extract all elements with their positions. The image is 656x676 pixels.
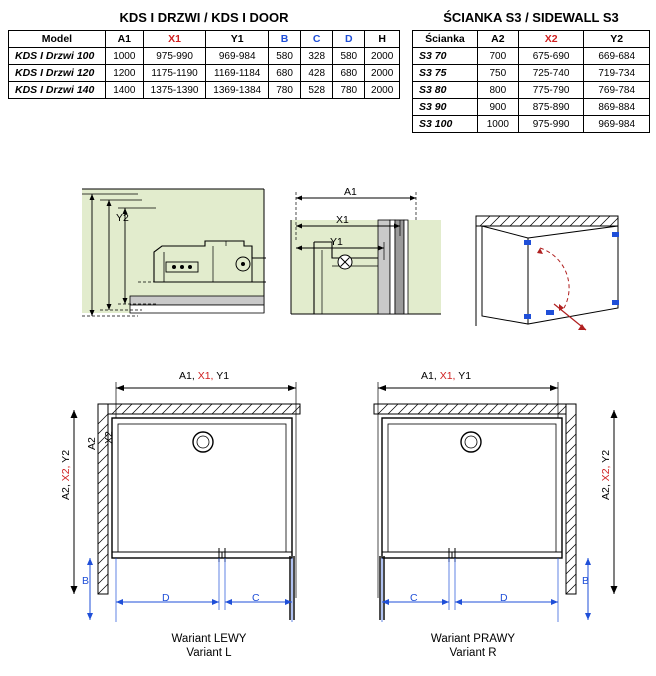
cell-scianka: S3 70	[413, 48, 478, 65]
plan-left-dim-x2: X2,	[60, 465, 72, 482]
plan-left-drawing	[86, 370, 336, 670]
table-header-row	[9, 31, 400, 48]
cell-y2: 769-784	[584, 82, 650, 99]
plan-right-caption-en: Variant R	[449, 647, 497, 659]
cell-x1: 1375-1390	[143, 82, 206, 99]
cell-model: KDS I Drzwi 120	[9, 65, 106, 82]
cell-d: 680	[333, 65, 365, 82]
detail-mid-dim-y1: Y1	[330, 236, 343, 248]
cell-x2: 975-990	[518, 116, 584, 133]
plan-left-dim-a1: A1,	[179, 370, 195, 382]
plan-right-caption	[393, 632, 553, 660]
plan-right-side-dim-line	[606, 404, 622, 604]
detail-mid-dim-x1: X1	[336, 214, 349, 226]
plan-left	[82, 370, 336, 670]
cell-x2: 675-690	[518, 48, 584, 65]
th-x1: X1	[143, 31, 206, 48]
cell-y2: 719-734	[584, 65, 650, 82]
cell-c: 428	[301, 65, 333, 82]
cell-y1: 1169-1184	[206, 65, 269, 82]
detail-left-drawing	[30, 186, 265, 331]
cell-y2: 969-984	[584, 116, 650, 133]
th-y2: Y2	[584, 31, 650, 48]
cell-b: 680	[269, 65, 301, 82]
plan-left-top-dims	[179, 370, 229, 382]
plan-left-dim-x1: X1,	[197, 370, 214, 382]
door-table	[8, 30, 400, 99]
table-row	[413, 82, 650, 99]
detail-mid-panel	[288, 186, 443, 331]
cell-model: KDS I Drzwi 140	[9, 82, 106, 99]
th-x2: X2	[518, 31, 584, 48]
plan-left-dim-c: C	[252, 592, 260, 604]
cell-a1: 1400	[105, 82, 143, 99]
th-a1: A1	[105, 31, 143, 48]
plan-right-dim-y1: Y1	[458, 370, 472, 382]
cell-y2: 869-884	[584, 99, 650, 116]
cell-d: 780	[333, 82, 365, 99]
table-row	[9, 65, 400, 82]
perspective-drawing	[468, 196, 638, 346]
sidewall-table-title: ŚCIANKA S3 / SIDEWALL S3	[443, 10, 619, 25]
cell-x1: 975-990	[143, 48, 206, 65]
plan-right-top-dims	[421, 370, 471, 382]
plan-right-dim-y2: Y2	[600, 449, 612, 463]
cell-d: 580	[333, 48, 365, 65]
th-b: B	[269, 31, 301, 48]
cell-a2: 900	[477, 99, 518, 116]
detail-left-dim-a2: A2	[86, 437, 98, 450]
cell-model: KDS I Drzwi 100	[9, 48, 106, 65]
th-y1: Y1	[206, 31, 269, 48]
cell-c: 328	[301, 48, 333, 65]
cell-a1: 1000	[105, 48, 143, 65]
cell-c: 528	[301, 82, 333, 99]
sidewall-table	[412, 30, 650, 133]
cell-a2: 1000	[477, 116, 518, 133]
plan-left-dim-y1: Y1	[216, 370, 230, 382]
cell-b: 580	[269, 48, 301, 65]
plan-right-caption-pl: Wariant PRAWY	[430, 633, 516, 645]
table-row	[9, 82, 400, 99]
plan-right-dim-x2: X2,	[600, 465, 612, 482]
sidewall-table-block	[412, 10, 650, 133]
plan-left-dim-a2: A2,	[60, 484, 72, 500]
plan-left-caption-en: Variant L	[186, 647, 232, 659]
cell-b: 780	[269, 82, 301, 99]
cell-scianka: S3 75	[413, 65, 478, 82]
th-c: C	[301, 31, 333, 48]
detail-mid-drawing	[288, 186, 443, 331]
plan-left-dim-d: D	[162, 592, 170, 604]
cell-x2: 725-740	[518, 65, 584, 82]
plan-right-dim-c: C	[410, 592, 418, 604]
plan-left-dim-b: B	[82, 575, 90, 587]
table-header-row	[413, 31, 650, 48]
plan-right-dim-d: D	[500, 592, 508, 604]
plan-right-dim-b: B	[582, 575, 590, 587]
plan-left-side-dim-line	[66, 404, 82, 604]
cell-scianka: S3 100	[413, 116, 478, 133]
cell-x2: 775-790	[518, 82, 584, 99]
cell-a2: 700	[477, 48, 518, 65]
perspective-view	[468, 196, 638, 346]
cell-y1: 969-984	[206, 48, 269, 65]
cell-h: 2000	[365, 65, 400, 82]
cell-h: 2000	[365, 48, 400, 65]
plan-left-caption-pl: Wariant LEWY	[171, 633, 247, 645]
plan-right-dim-a1: A1,	[421, 370, 437, 382]
cell-a2: 800	[477, 82, 518, 99]
cell-x1: 1175-1190	[143, 65, 206, 82]
th-model: Model	[9, 31, 106, 48]
plan-left-caption	[129, 632, 289, 660]
door-table-block	[8, 10, 400, 99]
cell-y2: 669-684	[584, 48, 650, 65]
table-row	[9, 48, 400, 65]
th-scianka: Ścianka	[413, 31, 478, 48]
detail-left-dim-y2: Y2	[116, 212, 129, 224]
plan-right-drawing	[336, 370, 596, 670]
table-row	[413, 48, 650, 65]
table-row	[413, 116, 650, 133]
th-h: H	[365, 31, 400, 48]
cell-x2: 875-890	[518, 99, 584, 116]
detail-mid-dim-a1: A1	[344, 186, 357, 198]
cell-scianka: S3 80	[413, 82, 478, 99]
cell-y1: 1369-1384	[206, 82, 269, 99]
cell-a1: 1200	[105, 65, 143, 82]
cell-a2: 750	[477, 65, 518, 82]
th-a2: A2	[477, 31, 518, 48]
cell-scianka: S3 90	[413, 99, 478, 116]
cell-h: 2000	[365, 82, 400, 99]
plan-right-dim-a2: A2,	[600, 484, 612, 500]
table-row	[413, 99, 650, 116]
plan-right	[336, 370, 596, 670]
plan-right-dim-x1: X1,	[439, 370, 456, 382]
plan-left-dim-y2: Y2	[60, 449, 72, 463]
table-row	[413, 65, 650, 82]
th-d: D	[333, 31, 365, 48]
door-table-title: KDS I DRZWI / KDS I DOOR	[119, 10, 289, 25]
detail-left-dim-x2: X2	[103, 431, 115, 444]
